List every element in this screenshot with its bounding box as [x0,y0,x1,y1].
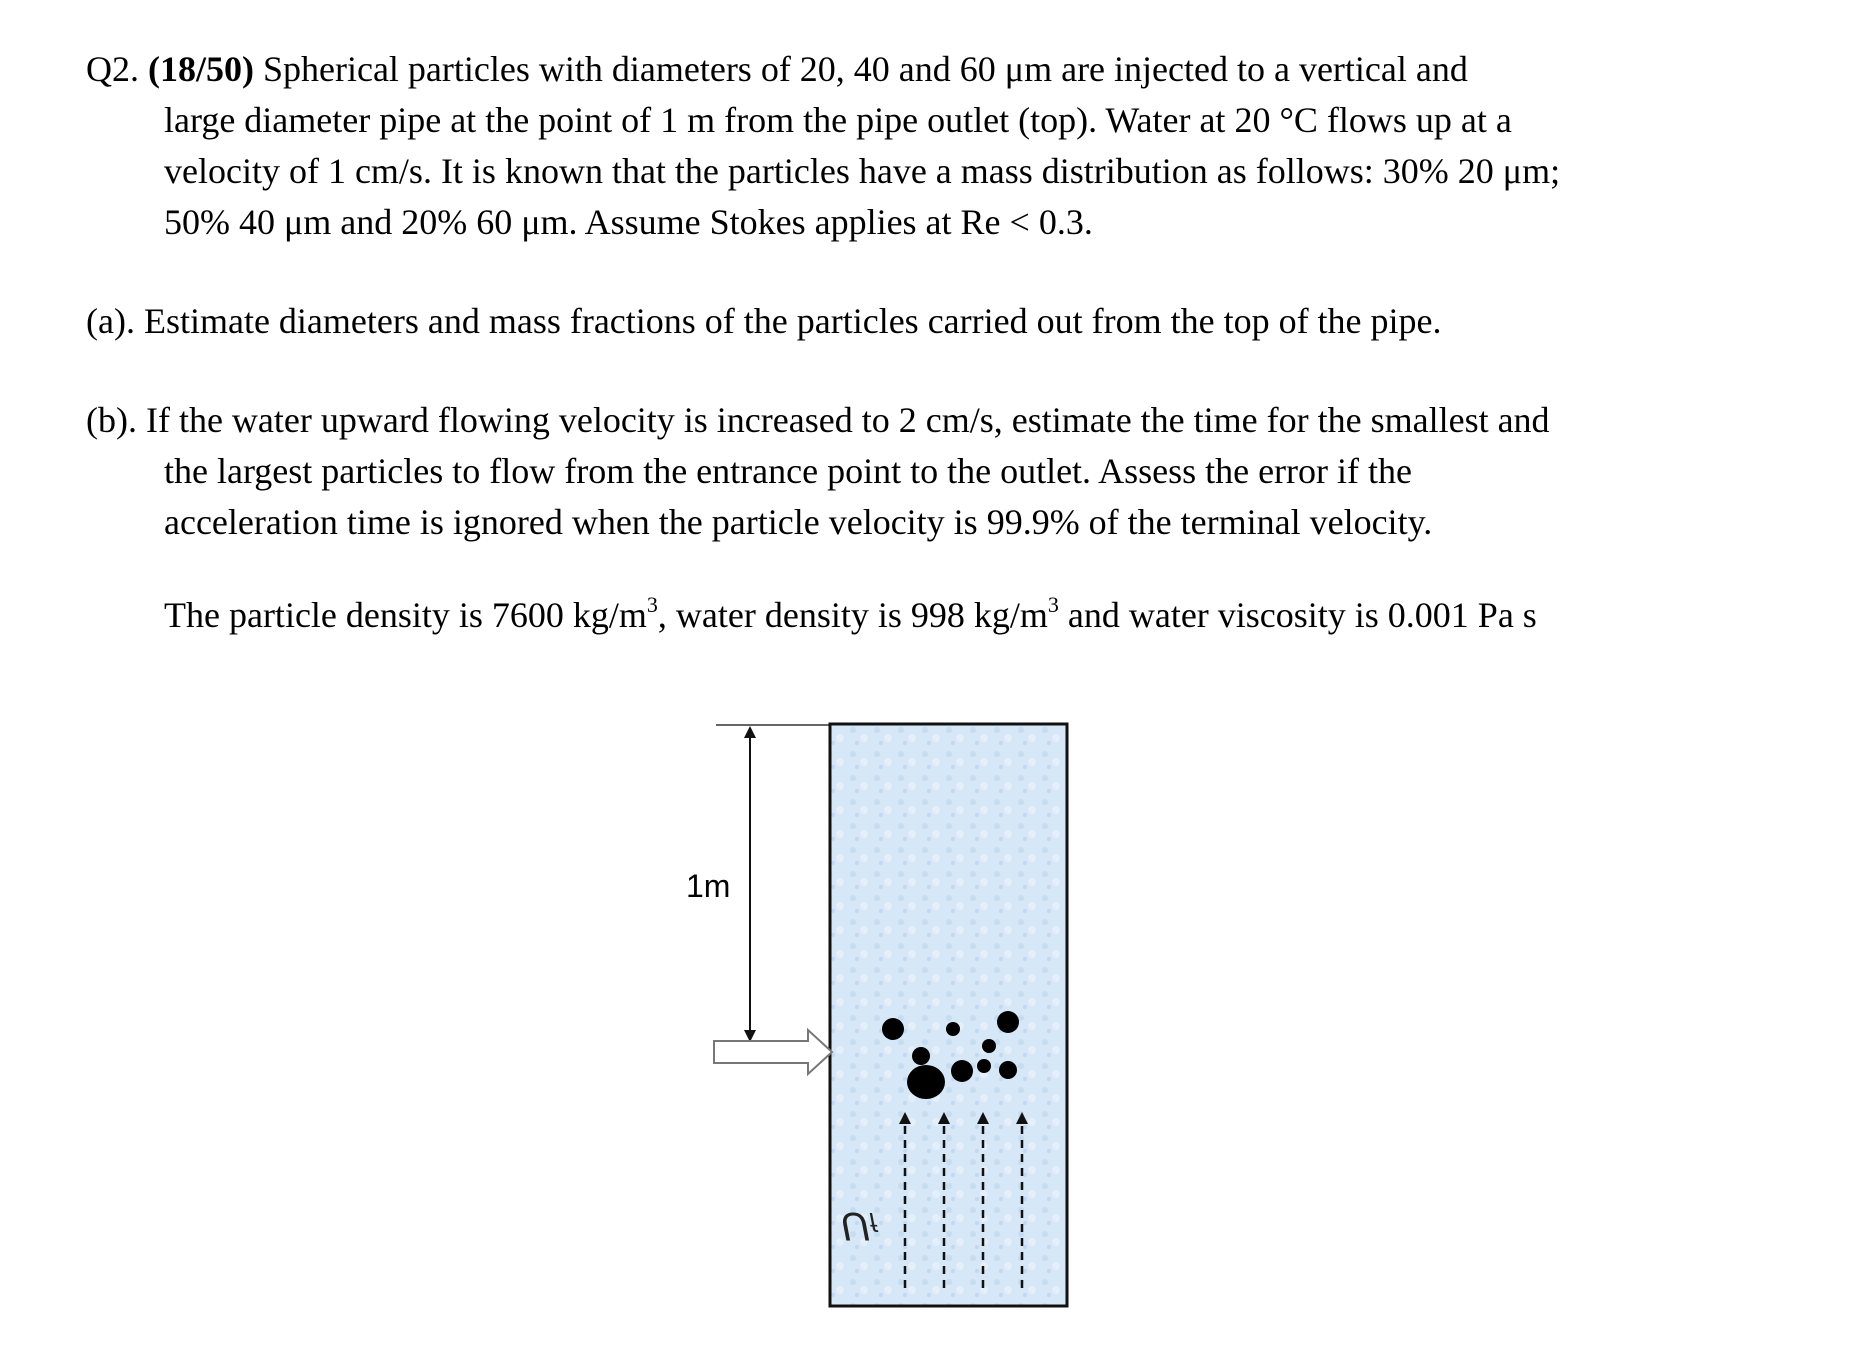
part-a-text: (a). Estimate diameters and mass fractions of the particles carried out from the top of the pipe. [86,301,1442,341]
part-b [86,395,1550,548]
question-line-1-text: Spherical particles with diameters of 20, 40 and 60 μm are injected to a vertical and [262,49,1468,89]
velocity-subscript: f [868,1207,877,1237]
question-line-3: velocity of 1 cm/s. It is known that the particles have a mass distribution as follows: 30% 20 μm; [164,151,1561,191]
properties-text-3: and water viscosity is 0.001 Pa s [1058,595,1537,635]
particle [882,1018,904,1040]
properties-text-2: , water density is 998 kg/m [657,595,1048,635]
pipe-diagram-svg [680,700,1100,1330]
dimension-arrow-top [744,726,756,738]
injection-arrow [714,1030,832,1074]
particle [982,1039,996,1053]
part-b-line-2: the largest particles to flow from the entrance point to the outlet. Assess the error if the [164,451,1412,491]
question-number: Q2. [86,49,139,89]
question-marks: (18/50) [148,49,254,89]
physical-properties [164,590,1537,641]
part-a [86,296,1442,347]
properties-text-1: The particle density is 7600 kg/m [164,595,647,635]
particle [999,1061,1017,1079]
particle [997,1011,1019,1033]
particle [977,1059,991,1073]
properties-sup-2: 3 [1047,592,1059,617]
question-line-1 [86,44,1806,95]
particle [907,1065,945,1099]
question-text [86,44,1806,248]
particle [946,1022,960,1036]
question-line-4: 50% 40 μm and 20% 60 μm. Assume Stokes applies at Re < 0.3. [164,202,1093,242]
part-b-line-1: (b). If the water upward flowing velocity is increased to 2 cm/s, estimate the time for the smallest and [86,400,1550,440]
dimension-label: 1m [686,868,731,904]
particle [912,1047,930,1065]
properties-sup-1: 3 [646,592,658,617]
part-b-line-3: acceleration time is ignored when the particle velocity is 99.9% of the terminal velocity. [164,502,1433,542]
question-line-2: large diameter pipe at the point of 1 m from the pipe outlet (top). Water at 20 °C flows up at a [164,100,1512,140]
pipe-diagram [680,700,1100,1330]
velocity-label [840,1200,876,1248]
particle [951,1060,973,1082]
velocity-symbol: U [840,1204,869,1248]
